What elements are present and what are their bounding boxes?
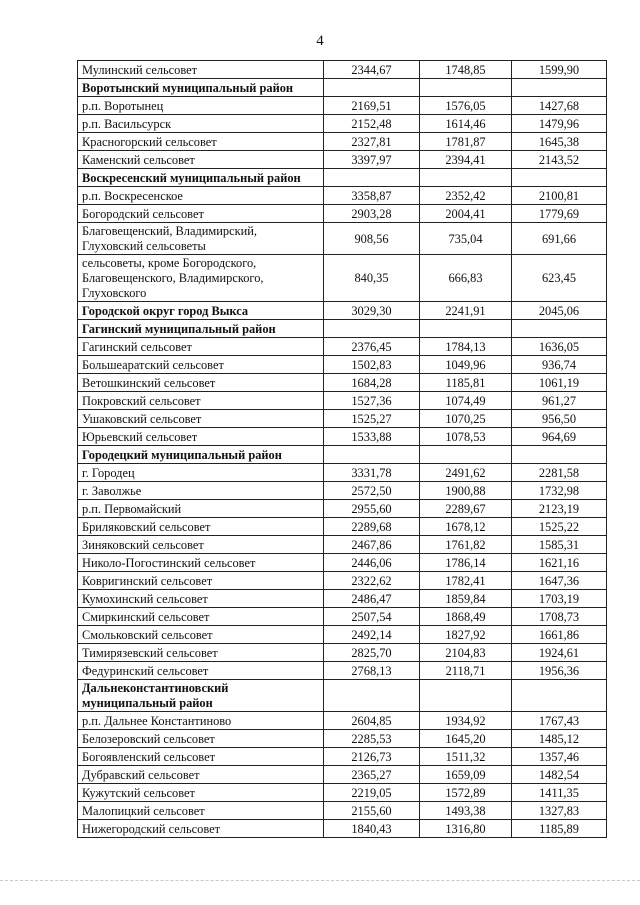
settlement-name-cell: Ушаковский сельсовет	[78, 410, 324, 428]
value-cell-2: 1784,13	[420, 338, 512, 356]
value-cell-2: 2104,83	[420, 644, 512, 662]
table-row	[78, 626, 607, 644]
value-cell-3: 1357,46	[512, 748, 607, 766]
value-cell-3	[512, 79, 607, 97]
table-row	[78, 151, 607, 169]
section-title-cell: Дальнеконстантиновский муниципальный район	[78, 680, 324, 712]
table-row	[78, 410, 607, 428]
value-cell-2	[420, 79, 512, 97]
value-cell-2	[420, 446, 512, 464]
value-cell-3	[512, 446, 607, 464]
tariff-table	[77, 60, 607, 838]
value-cell-2: 2352,42	[420, 187, 512, 205]
value-cell-2: 1748,85	[420, 61, 512, 79]
value-cell-1: 2446,06	[324, 554, 420, 572]
value-cell-1: 2365,27	[324, 766, 420, 784]
settlement-name-cell: Федуринский сельсовет	[78, 662, 324, 680]
value-cell-1: 2604,85	[324, 712, 420, 730]
value-cell-3: 1479,96	[512, 115, 607, 133]
table-row	[78, 482, 607, 500]
value-cell-2: 1868,49	[420, 608, 512, 626]
value-cell-2: 1185,81	[420, 374, 512, 392]
section-row	[78, 302, 607, 320]
value-cell-1: 3331,78	[324, 464, 420, 482]
table-row	[78, 536, 607, 554]
value-cell-1: 3029,30	[324, 302, 420, 320]
value-cell-3: 1061,19	[512, 374, 607, 392]
value-cell-3: 1485,12	[512, 730, 607, 748]
table-row	[78, 97, 607, 115]
settlement-name-cell: Богородский сельсовет	[78, 205, 324, 223]
table-row	[78, 187, 607, 205]
settlement-name-cell: Тимирязевский сельсовет	[78, 644, 324, 662]
table-row	[78, 644, 607, 662]
settlement-name-cell: Благовещенский, Владимирский, Глуховский сельсоветы	[78, 223, 324, 255]
settlement-name-cell: Мулинский сельсовет	[78, 61, 324, 79]
table-row	[78, 61, 607, 79]
settlement-name-cell: Кужутский сельсовет	[78, 784, 324, 802]
table-row	[78, 338, 607, 356]
value-cell-3: 2100,81	[512, 187, 607, 205]
value-cell-3: 1767,43	[512, 712, 607, 730]
section-title-cell: Городецкий муниципальный район	[78, 446, 324, 464]
value-cell-1: 2903,28	[324, 205, 420, 223]
section-row	[78, 169, 607, 187]
section-row	[78, 446, 607, 464]
section-row	[78, 680, 607, 712]
value-cell-3: 2123,19	[512, 500, 607, 518]
value-cell-1: 1684,28	[324, 374, 420, 392]
value-cell-3: 1585,31	[512, 536, 607, 554]
value-cell-1: 2486,47	[324, 590, 420, 608]
value-cell-3: 623,45	[512, 255, 607, 302]
value-cell-2: 1678,12	[420, 518, 512, 536]
section-row	[78, 320, 607, 338]
value-cell-2: 1572,89	[420, 784, 512, 802]
value-cell-1: 1525,27	[324, 410, 420, 428]
value-cell-2: 1645,20	[420, 730, 512, 748]
value-cell-2: 1827,92	[420, 626, 512, 644]
value-cell-1: 908,56	[324, 223, 420, 255]
value-cell-3: 1708,73	[512, 608, 607, 626]
value-cell-2: 2241,91	[420, 302, 512, 320]
table-row	[78, 255, 607, 302]
value-cell-3: 1703,19	[512, 590, 607, 608]
section-title-cell: Воротынский муниципальный район	[78, 79, 324, 97]
value-cell-3: 2281,58	[512, 464, 607, 482]
settlement-name-cell: г. Городец	[78, 464, 324, 482]
table-row	[78, 662, 607, 680]
value-cell-1: 2155,60	[324, 802, 420, 820]
settlement-name-cell: Ветошкинский сельсовет	[78, 374, 324, 392]
value-cell-3: 1525,22	[512, 518, 607, 536]
value-cell-3: 1647,36	[512, 572, 607, 590]
value-cell-2: 1781,87	[420, 133, 512, 151]
value-cell-1: 2285,53	[324, 730, 420, 748]
value-cell-1: 1502,83	[324, 356, 420, 374]
value-cell-1	[324, 79, 420, 97]
value-cell-1: 3358,87	[324, 187, 420, 205]
value-cell-2: 1316,80	[420, 820, 512, 838]
value-cell-2: 1576,05	[420, 97, 512, 115]
table-row	[78, 518, 607, 536]
table-body	[78, 61, 607, 838]
value-cell-2: 1070,25	[420, 410, 512, 428]
value-cell-1: 2327,81	[324, 133, 420, 151]
value-cell-2	[420, 680, 512, 712]
value-cell-2	[420, 320, 512, 338]
value-cell-3: 1924,61	[512, 644, 607, 662]
value-cell-1: 1840,43	[324, 820, 420, 838]
value-cell-3: 1661,86	[512, 626, 607, 644]
value-cell-1: 2169,51	[324, 97, 420, 115]
table-row	[78, 392, 607, 410]
table-row	[78, 820, 607, 838]
settlement-name-cell: Бриляковский сельсовет	[78, 518, 324, 536]
value-cell-2: 2289,67	[420, 500, 512, 518]
value-cell-1: 2219,05	[324, 784, 420, 802]
value-cell-1: 2768,13	[324, 662, 420, 680]
value-cell-2: 735,04	[420, 223, 512, 255]
value-cell-3: 961,27	[512, 392, 607, 410]
settlement-name-cell: Смиркинский сельсовет	[78, 608, 324, 626]
settlement-name-cell: Большеаратский сельсовет	[78, 356, 324, 374]
table-row	[78, 590, 607, 608]
value-cell-2: 1859,84	[420, 590, 512, 608]
value-cell-3	[512, 680, 607, 712]
settlement-name-cell: р.п. Дальнее Константиново	[78, 712, 324, 730]
value-cell-3: 1482,54	[512, 766, 607, 784]
section-title-cell: Городской округ город Выкса	[78, 302, 324, 320]
value-cell-2: 1900,88	[420, 482, 512, 500]
value-cell-1: 2126,73	[324, 748, 420, 766]
value-cell-1: 3397,97	[324, 151, 420, 169]
value-cell-1: 2825,70	[324, 644, 420, 662]
value-cell-1	[324, 169, 420, 187]
table-row	[78, 730, 607, 748]
table-row	[78, 133, 607, 151]
value-cell-3	[512, 169, 607, 187]
value-cell-2: 1614,46	[420, 115, 512, 133]
table-row	[78, 712, 607, 730]
table-row	[78, 115, 607, 133]
settlement-name-cell: Юрьевский сельсовет	[78, 428, 324, 446]
value-cell-1	[324, 680, 420, 712]
value-cell-1: 2955,60	[324, 500, 420, 518]
settlement-name-cell: р.п. Воротынец	[78, 97, 324, 115]
value-cell-3	[512, 320, 607, 338]
value-cell-3: 936,74	[512, 356, 607, 374]
settlement-name-cell: Малопицкий сельсовет	[78, 802, 324, 820]
settlement-name-cell: Ковригинский сельсовет	[78, 572, 324, 590]
value-cell-2: 1049,96	[420, 356, 512, 374]
settlement-name-cell: Смольковский сельсовет	[78, 626, 324, 644]
table-row	[78, 223, 607, 255]
value-cell-2: 666,83	[420, 255, 512, 302]
value-cell-2: 2394,41	[420, 151, 512, 169]
value-cell-3: 1185,89	[512, 820, 607, 838]
value-cell-1: 2376,45	[324, 338, 420, 356]
settlement-name-cell: Нижегородский сельсовет	[78, 820, 324, 838]
value-cell-3: 1621,16	[512, 554, 607, 572]
settlement-name-cell: р.п. Васильсурск	[78, 115, 324, 133]
value-cell-3: 1956,36	[512, 662, 607, 680]
settlement-name-cell: Зиняковский сельсовет	[78, 536, 324, 554]
value-cell-1: 2492,14	[324, 626, 420, 644]
value-cell-2: 1659,09	[420, 766, 512, 784]
table-row	[78, 464, 607, 482]
settlement-name-cell: г. Заволжье	[78, 482, 324, 500]
table-row	[78, 608, 607, 626]
value-cell-3: 1327,83	[512, 802, 607, 820]
settlement-name-cell: Богоявленский сельсовет	[78, 748, 324, 766]
settlement-name-cell: Кумохинский сельсовет	[78, 590, 324, 608]
value-cell-3: 1427,68	[512, 97, 607, 115]
value-cell-3: 2143,52	[512, 151, 607, 169]
settlement-name-cell: Красногорский сельсовет	[78, 133, 324, 151]
table-row	[78, 802, 607, 820]
value-cell-1: 2507,54	[324, 608, 420, 626]
settlement-name-cell: р.п. Первомайский	[78, 500, 324, 518]
settlement-name-cell: Гагинский сельсовет	[78, 338, 324, 356]
settlement-name-cell: Каменский сельсовет	[78, 151, 324, 169]
table-row	[78, 748, 607, 766]
value-cell-2: 2491,62	[420, 464, 512, 482]
value-cell-2: 2118,71	[420, 662, 512, 680]
section-title-cell: Гагинский муниципальный район	[78, 320, 324, 338]
value-cell-2: 1786,14	[420, 554, 512, 572]
value-cell-2	[420, 169, 512, 187]
page-number: 4	[316, 33, 324, 49]
value-cell-2: 1761,82	[420, 536, 512, 554]
value-cell-3: 1779,69	[512, 205, 607, 223]
value-cell-1: 1533,88	[324, 428, 420, 446]
table-row	[78, 356, 607, 374]
value-cell-2: 1074,49	[420, 392, 512, 410]
table-row	[78, 572, 607, 590]
settlement-name-cell: Покровский сельсовет	[78, 392, 324, 410]
value-cell-3: 1732,98	[512, 482, 607, 500]
value-cell-3: 691,66	[512, 223, 607, 255]
value-cell-1: 2289,68	[324, 518, 420, 536]
settlement-name-cell: Дубравский сельсовет	[78, 766, 324, 784]
value-cell-1: 2572,50	[324, 482, 420, 500]
value-cell-1	[324, 446, 420, 464]
table-row	[78, 554, 607, 572]
value-cell-1: 840,35	[324, 255, 420, 302]
settlement-name-cell: Белозеровский сельсовет	[78, 730, 324, 748]
table-row	[78, 374, 607, 392]
table-row	[78, 784, 607, 802]
value-cell-3: 956,50	[512, 410, 607, 428]
table-row	[78, 205, 607, 223]
value-cell-2: 1934,92	[420, 712, 512, 730]
value-cell-3: 1636,05	[512, 338, 607, 356]
value-cell-1: 2152,48	[324, 115, 420, 133]
table-row	[78, 428, 607, 446]
value-cell-2: 1493,38	[420, 802, 512, 820]
value-cell-3: 2045,06	[512, 302, 607, 320]
section-title-cell: Воскресенский муниципальный район	[78, 169, 324, 187]
settlement-name-cell: р.п. Воскресенское	[78, 187, 324, 205]
value-cell-2: 1782,41	[420, 572, 512, 590]
value-cell-1: 1527,36	[324, 392, 420, 410]
section-row	[78, 79, 607, 97]
settlement-name-cell: сельсоветы, кроме Богородского, Благовещенского, Владимирского, Глуховского	[78, 255, 324, 302]
value-cell-1: 2344,67	[324, 61, 420, 79]
scan-artifact-line	[0, 880, 640, 881]
table-row	[78, 766, 607, 784]
settlement-name-cell: Николо-Погостинский сельсовет	[78, 554, 324, 572]
value-cell-3: 964,69	[512, 428, 607, 446]
value-cell-1: 2322,62	[324, 572, 420, 590]
value-cell-2: 1511,32	[420, 748, 512, 766]
value-cell-2: 2004,41	[420, 205, 512, 223]
value-cell-3: 1411,35	[512, 784, 607, 802]
value-cell-2: 1078,53	[420, 428, 512, 446]
value-cell-3: 1645,38	[512, 133, 607, 151]
value-cell-3: 1599,90	[512, 61, 607, 79]
table-row	[78, 500, 607, 518]
value-cell-1: 2467,86	[324, 536, 420, 554]
value-cell-1	[324, 320, 420, 338]
